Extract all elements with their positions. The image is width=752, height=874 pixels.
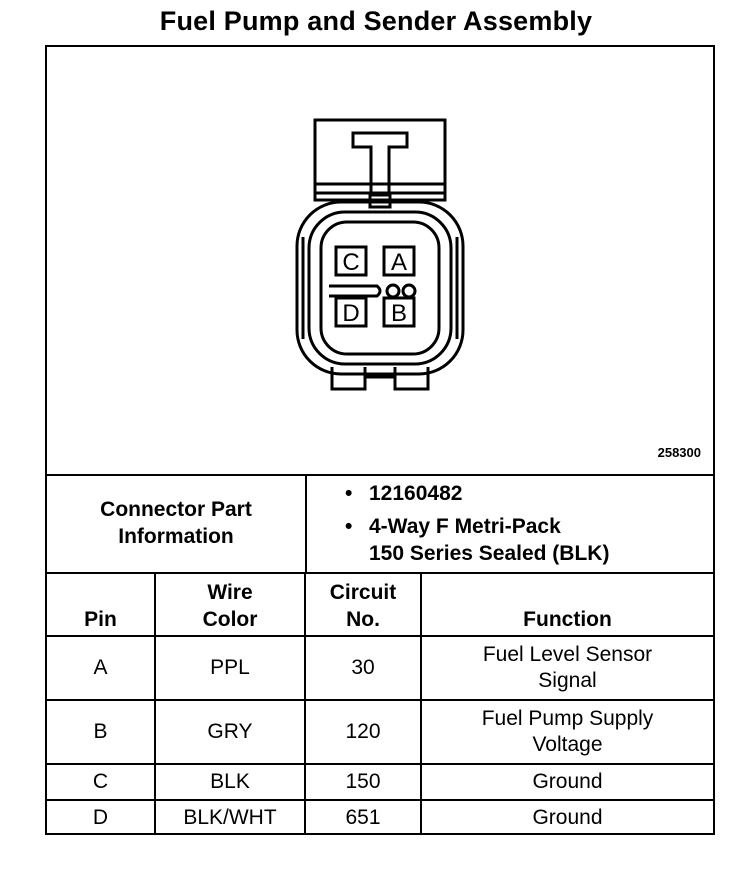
table-header-row	[47, 572, 713, 636]
cell-pin: B	[47, 700, 155, 764]
header-pin: Pin	[47, 572, 155, 636]
info-item-connector-type	[345, 513, 705, 567]
cell-function: Fuel Level Sensor Signal	[421, 636, 713, 700]
cell-wire: PPL	[155, 636, 305, 700]
pinout-table	[47, 572, 713, 834]
page-title: Fuel Pump and Sender Assembly	[159, 6, 593, 36]
cell-circuit: 30	[305, 636, 421, 700]
header-circuit-no: Circuit No.	[305, 572, 421, 636]
connector-info-list	[345, 480, 705, 573]
table-row	[47, 700, 713, 764]
cell-function: Fuel Pump Supply Voltage	[421, 700, 713, 764]
cell-pin: C	[47, 764, 155, 800]
cavity-label-b: B	[390, 300, 408, 327]
info-label-line: Information	[118, 525, 234, 548]
info-label-line: Connector Part	[100, 498, 252, 521]
cavity-label-c: C	[342, 249, 360, 276]
header-wire-color: Wire Color	[155, 572, 305, 636]
table-row	[47, 764, 713, 800]
info-text: 150 Series Sealed (BLK)	[369, 542, 610, 565]
cell-circuit: 120	[305, 700, 421, 764]
table-row	[47, 636, 713, 700]
info-text: 4-Way F Metri-Pack	[369, 515, 561, 538]
connector-info-section	[47, 474, 713, 574]
info-item-part-number	[345, 480, 705, 507]
cavity-label-d: D	[342, 300, 360, 327]
cell-wire: BLK/WHT	[155, 800, 305, 834]
cell-circuit: 651	[305, 800, 421, 834]
connector-diagram	[47, 47, 713, 476]
cell-pin: A	[47, 636, 155, 700]
figure-number: 258300	[657, 445, 701, 460]
connector-chart	[45, 45, 715, 835]
bullet-icon: •	[345, 482, 353, 505]
header-function: Function	[421, 572, 713, 636]
cavity-label-a: A	[390, 249, 408, 276]
cell-pin: D	[47, 800, 155, 834]
cell-circuit: 150	[305, 764, 421, 800]
table-row	[47, 800, 713, 834]
cell-wire: GRY	[155, 700, 305, 764]
info-text: 12160482	[369, 482, 463, 505]
cell-function: Ground	[421, 764, 713, 800]
t-latch	[353, 133, 407, 195]
connector-drawing	[47, 47, 713, 474]
cell-wire: BLK	[155, 764, 305, 800]
cell-function: Ground	[421, 800, 713, 834]
bullet-icon: •	[345, 515, 353, 538]
connector-info-label	[47, 474, 307, 572]
